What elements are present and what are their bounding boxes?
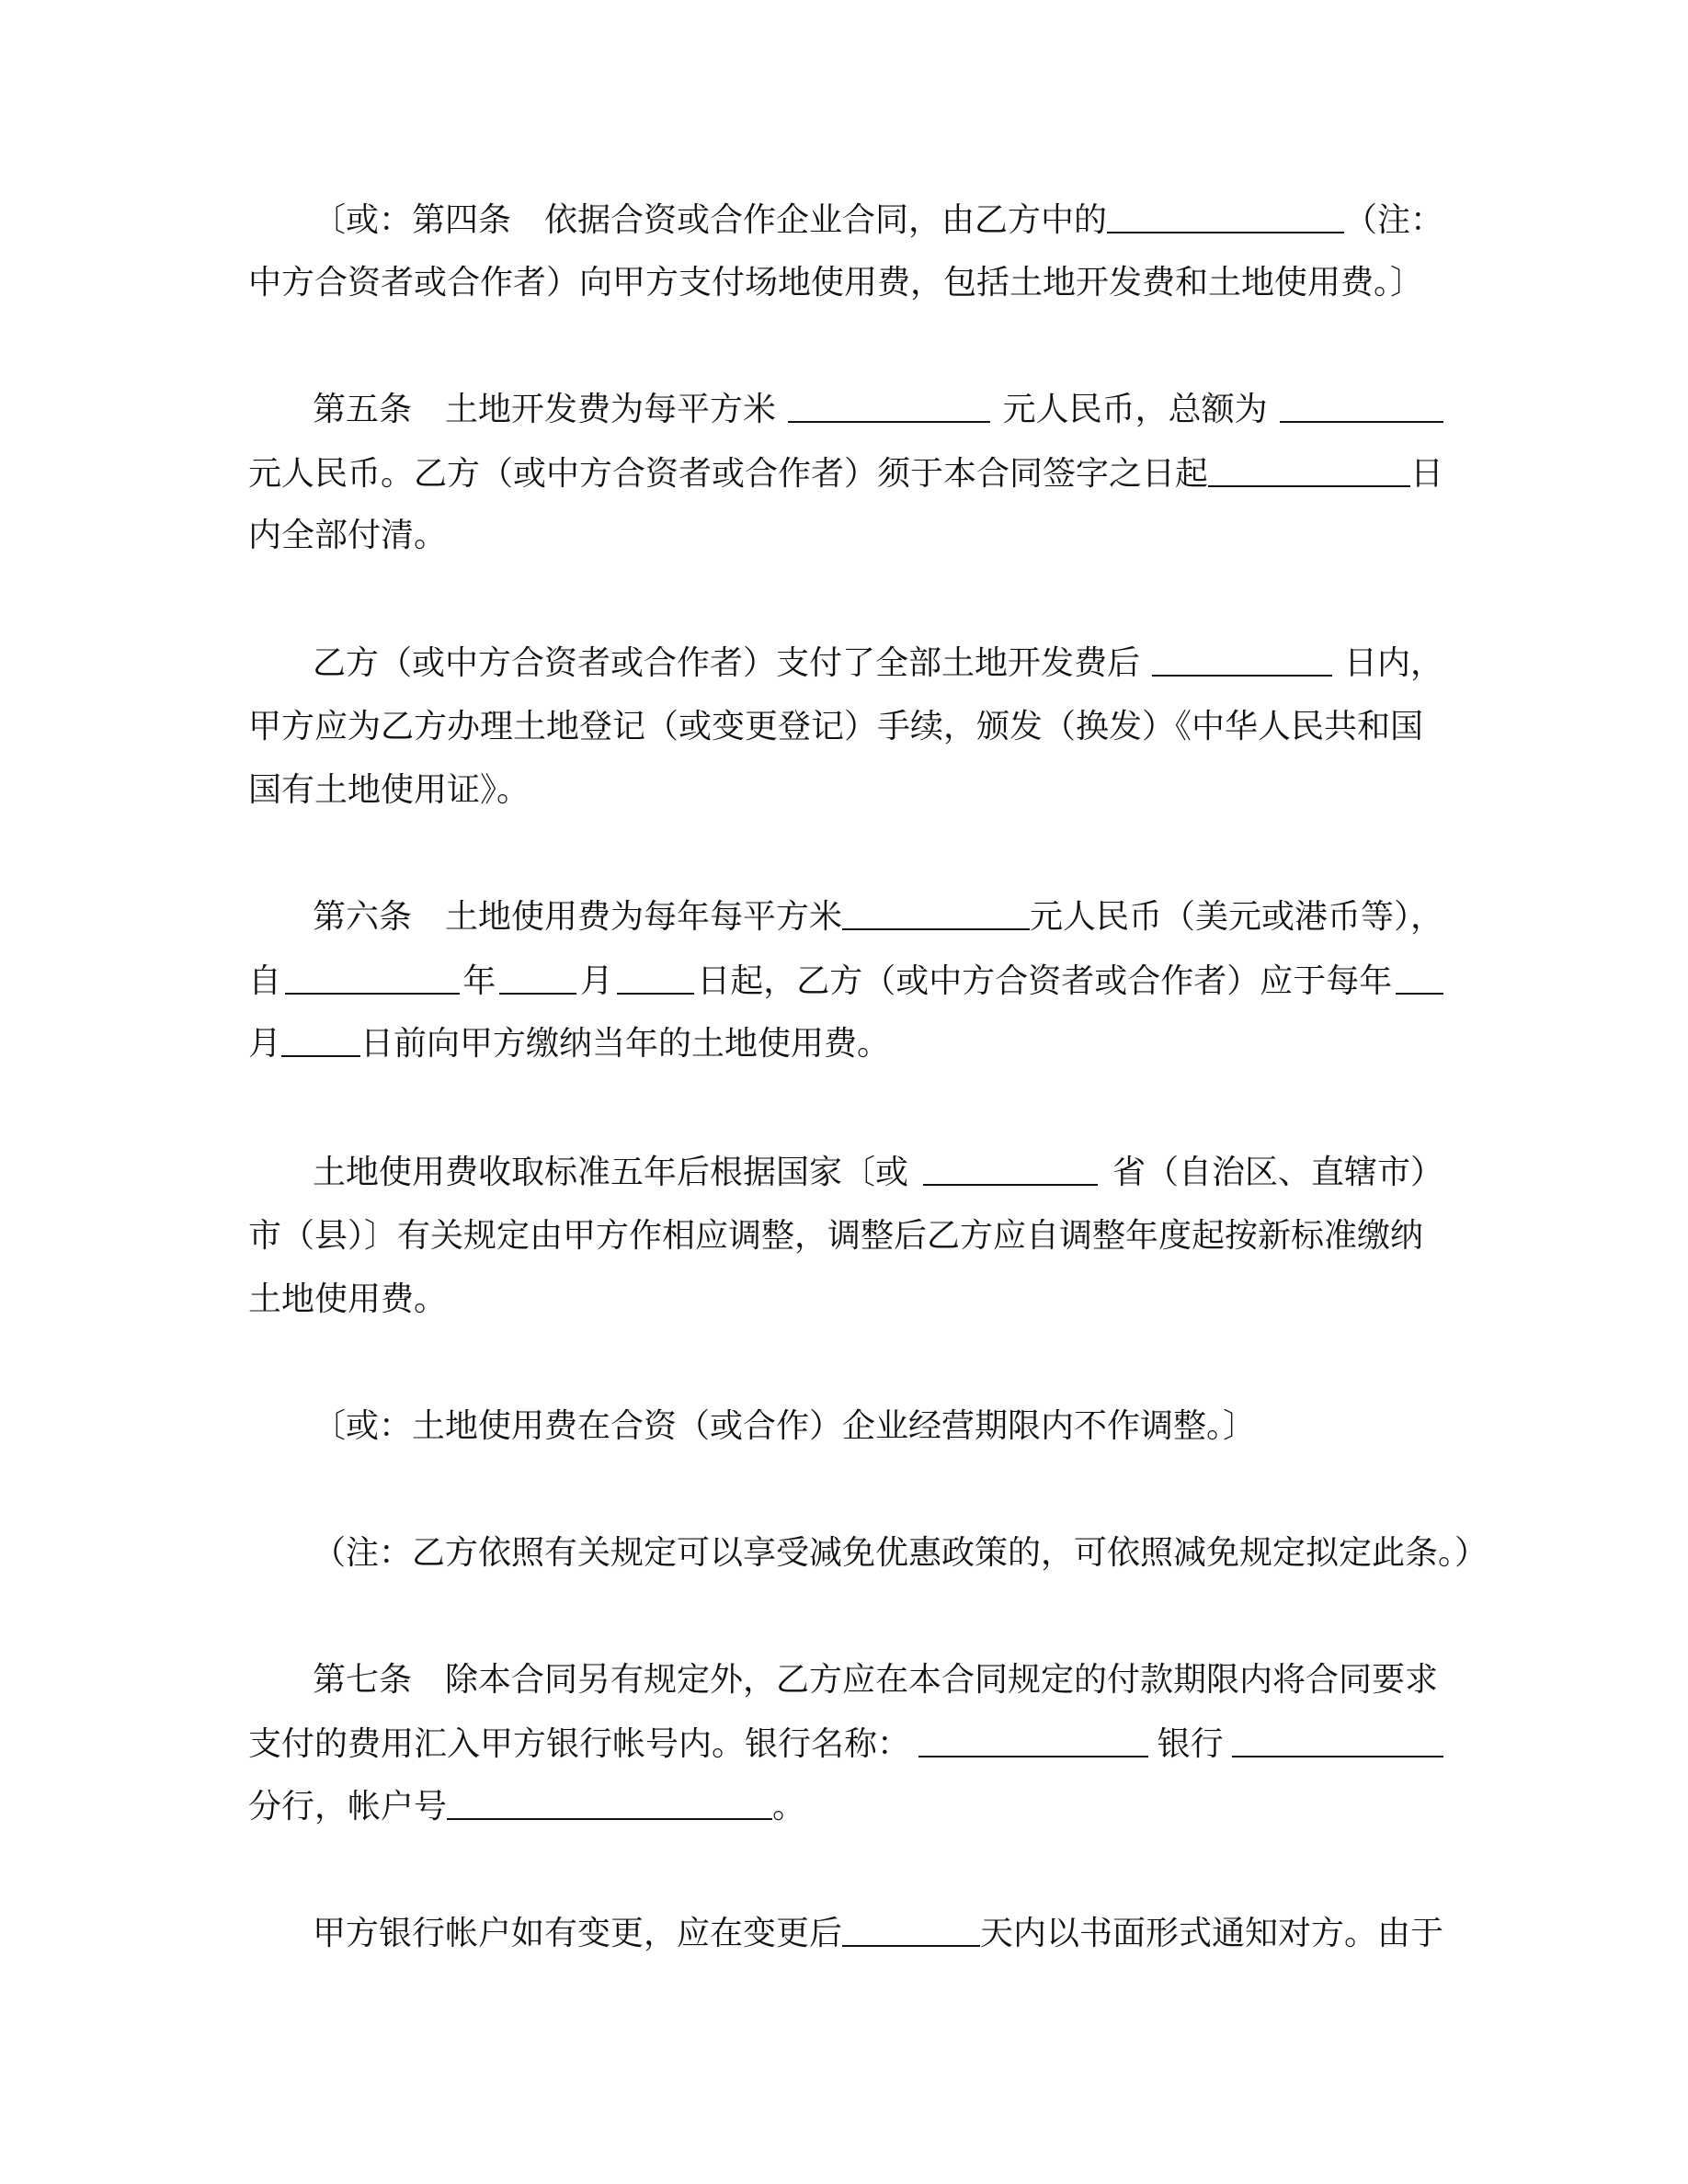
p2-text-a: 第五条 土地开发费为每平方米 <box>313 391 777 428</box>
p8-line-1: 第七条 除本合同另有规定外，乙方应在本合同规定的付款期限内将合同要求 <box>313 1661 1439 1699</box>
p3-line-2: 甲方应为乙方办理土地登记（或变更登记）手续，颁发（换发）《中华人民共和国 <box>248 708 1424 745</box>
p4-text-g: 月 <box>248 1025 282 1063</box>
p4-line-1 <box>313 892 1443 943</box>
blank-field <box>281 1018 360 1057</box>
p4-line-2 <box>248 956 1443 1007</box>
blank-field <box>617 956 694 995</box>
blank-field <box>842 892 1030 930</box>
p5-line-3: 土地使用费。 <box>248 1280 448 1318</box>
p4-text-f: 日起，乙方（或中方合资者或合作者）应于每年 <box>697 962 1393 1000</box>
p2-line-2 <box>248 449 1443 500</box>
p2-text-b: 元人民币，总额为 <box>1002 391 1268 428</box>
p8-line-3 <box>248 1781 1443 1833</box>
blank-field <box>842 1908 980 1947</box>
p8-text-c: 分行，帐户号 <box>248 1788 448 1826</box>
blank-field <box>447 1781 772 1820</box>
p6-line-1: 〔或：土地使用费在合资（或合作）企业经营期限内不作调整。〕 <box>313 1407 1257 1445</box>
p4-text-d: 年 <box>462 962 496 1000</box>
p4-text-h: 日前向甲方缴纳当年的土地使用费。 <box>360 1025 891 1063</box>
p4-text-e: 月 <box>579 962 613 1000</box>
blank-field <box>1396 956 1443 995</box>
p2-line-3: 内全部付清。 <box>248 517 448 554</box>
p8-text-d: 。 <box>772 1788 806 1826</box>
p2-line-1 <box>313 384 1443 436</box>
blank-field <box>918 1719 1148 1757</box>
blank-field <box>1107 195 1344 233</box>
p3-text-b: 日内， <box>1343 644 1443 682</box>
p4-text-c: 自 <box>248 962 282 1000</box>
p4-text-b: 元人民币（美元或港币等）， <box>1029 898 1443 936</box>
blank-field <box>788 384 990 423</box>
p5-line-1 <box>313 1147 1443 1199</box>
p5-line-2: 市（县）〕有关规定由甲方作相应调整，调整后乙方应自调整年度起按新标准缴纳 <box>248 1217 1424 1255</box>
p9-line-1 <box>313 1908 1443 1960</box>
blank-field <box>1208 449 1410 487</box>
p5-text-b: 省（自治区、直辖市） <box>1112 1154 1443 1191</box>
p9-text-a: 甲方银行帐户如有变更，应在变更后 <box>313 1915 843 1952</box>
p3-line-3: 国有土地使用证》。 <box>248 771 530 809</box>
p1-text-b: （注： <box>1343 201 1443 239</box>
p1-line-2: 中方合资者或合作者）向甲方支付场地使用费，包括土地开发费和土地使用费。〕 <box>248 264 1424 301</box>
p8-text-a: 支付的费用汇入甲方银行帐号内。银行名称： <box>248 1725 911 1763</box>
p5-text-a: 土地使用费收取标准五年后根据国家〔或 <box>313 1154 909 1191</box>
p8-line-2 <box>248 1719 1443 1770</box>
p3-text-a: 乙方（或中方合资者或合作者）支付了全部土地开发费后 <box>313 644 1141 682</box>
p7-line-1: （注：乙方依照有关规定可以享受减免优惠政策的，可依照减免规定拟定此条。） <box>313 1534 1488 1572</box>
p9-text-b: 天内以书面形式通知对方。由于 <box>979 1915 1443 1952</box>
p1-text-a: 〔或：第四条 依据合资或合作企业合同，由乙方中的 <box>313 201 1108 239</box>
p8-text-b: 银行 <box>1157 1725 1224 1763</box>
p2-text-c: 元人民币。乙方（或中方合资者或合作者）须于本合同签字之日起 <box>248 455 1209 493</box>
blank-field <box>285 956 460 995</box>
blank-field <box>1232 1719 1443 1757</box>
blank-field <box>499 956 576 995</box>
p4-line-3 <box>248 1018 1443 1070</box>
p3-line-1 <box>313 638 1443 689</box>
p2-text-d: 日 <box>1409 455 1443 493</box>
p4-text-a: 第六条 土地使用费为每年每平方米 <box>313 898 843 936</box>
blank-field <box>1152 638 1332 677</box>
blank-field <box>923 1147 1098 1186</box>
blank-field <box>1280 384 1443 423</box>
p1-line-1 <box>313 195 1443 246</box>
